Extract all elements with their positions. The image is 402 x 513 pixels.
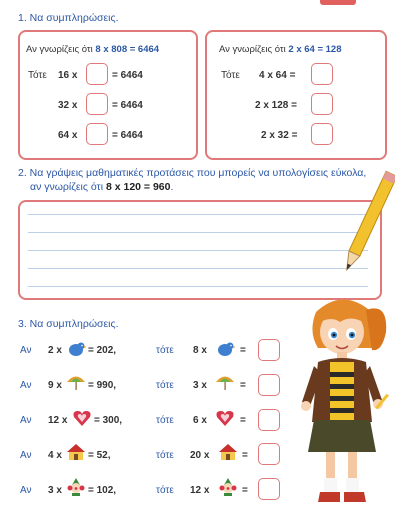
heart-icon [215, 409, 235, 427]
av-label: Αν [20, 485, 32, 496]
q3-factor-2: 3 x [193, 380, 207, 391]
q3-factor-2: 12 x [190, 485, 210, 496]
q3-factor-2: 8 x [193, 345, 207, 356]
answer-box[interactable] [86, 93, 108, 115]
q3-equals: = [240, 345, 246, 356]
intro-left: Αν γνωρίζεις ότι 8 x 808 = 6464 [26, 44, 160, 55]
row-2-right-text: = 6464 [112, 100, 143, 111]
girl-illustration [296, 292, 392, 510]
answer-box[interactable] [258, 374, 280, 396]
exercise-1-left-box [18, 30, 198, 160]
answer-box[interactable] [86, 123, 108, 145]
tote-label: τότε [156, 345, 174, 356]
av-label: Αν [20, 345, 32, 356]
section-3-title: 3. Να συμπληρώσεις. [18, 318, 119, 330]
answer-box[interactable] [258, 339, 280, 361]
av-label: Αν [20, 380, 32, 391]
q3-factor-2: 6 x [193, 415, 207, 426]
heart-icon [72, 409, 92, 427]
tote-label: τότε [156, 380, 174, 391]
tote-label: τότε [156, 450, 174, 461]
house-icon [66, 443, 86, 461]
av-label: Αν [20, 450, 32, 461]
tote-label: τότε [156, 485, 174, 496]
q3-equals: = [240, 415, 246, 426]
page-tab [320, 0, 356, 5]
row-3-left-text: 64 x [58, 130, 78, 141]
q3-result: = 202, [88, 345, 117, 356]
av-label: Αν [20, 415, 32, 426]
row-3-right-text: = 6464 [112, 130, 143, 141]
q3-result: = 990, [88, 380, 117, 391]
answer-box[interactable] [258, 409, 280, 431]
answer-box[interactable] [86, 63, 108, 85]
answer-box[interactable] [311, 93, 333, 115]
q3-equals: = [242, 485, 248, 496]
section-2-title: 2. Να γράψεις μαθηματικές προτάσεις που μπορείς να υπολογίσεις εύκολα, [18, 167, 367, 179]
answer-box[interactable] [311, 123, 333, 145]
q3-factor: 2 x [48, 345, 62, 356]
answer-box[interactable] [258, 443, 280, 465]
umbrella-icon [215, 373, 235, 391]
q3-result: = 300, [94, 415, 123, 426]
clown-icon [66, 478, 86, 496]
answer-box[interactable] [258, 478, 280, 500]
umbrella-icon [66, 373, 86, 391]
row-1-right-text: = 6464 [112, 70, 143, 81]
q3-equals: = [242, 450, 248, 461]
row-2-left-text: 32 x [58, 100, 78, 111]
row-2-text: 2 x 128 = [255, 100, 297, 111]
q3-factor: 9 x [48, 380, 62, 391]
q3-equals: = [240, 380, 246, 391]
row-1-left-text: 16 x [58, 70, 78, 81]
writing-lines [28, 206, 368, 296]
tote-label-right: Τότε [221, 70, 240, 81]
q3-result: = 52, [88, 450, 111, 461]
tote-label: τότε [156, 415, 174, 426]
q3-result: = 102, [88, 485, 117, 496]
bird-icon [66, 340, 86, 358]
bird-icon [215, 340, 235, 358]
answer-box[interactable] [311, 63, 333, 85]
q3-factor: 3 x [48, 485, 62, 496]
pencil-icon [345, 165, 395, 280]
row-3-text: 2 x 32 = [261, 130, 298, 141]
section-2-subtitle: αν γνωρίζεις ότι 8 x 120 = 960. [30, 181, 174, 193]
q3-factor-2: 20 x [190, 450, 210, 461]
intro-right: Αν γνωρίζεις ότι 2 x 64 = 128 [219, 44, 342, 55]
exercise-1-right-box [205, 30, 387, 160]
house-icon [218, 443, 238, 461]
q3-factor: 12 x [48, 415, 68, 426]
q3-factor: 4 x [48, 450, 62, 461]
tote-label-left: Τότε [28, 70, 47, 81]
section-1-title: 1. Να συμπληρώσεις. [18, 12, 119, 24]
row-1-text: 4 x 64 = [259, 70, 296, 81]
clown-icon [218, 478, 238, 496]
